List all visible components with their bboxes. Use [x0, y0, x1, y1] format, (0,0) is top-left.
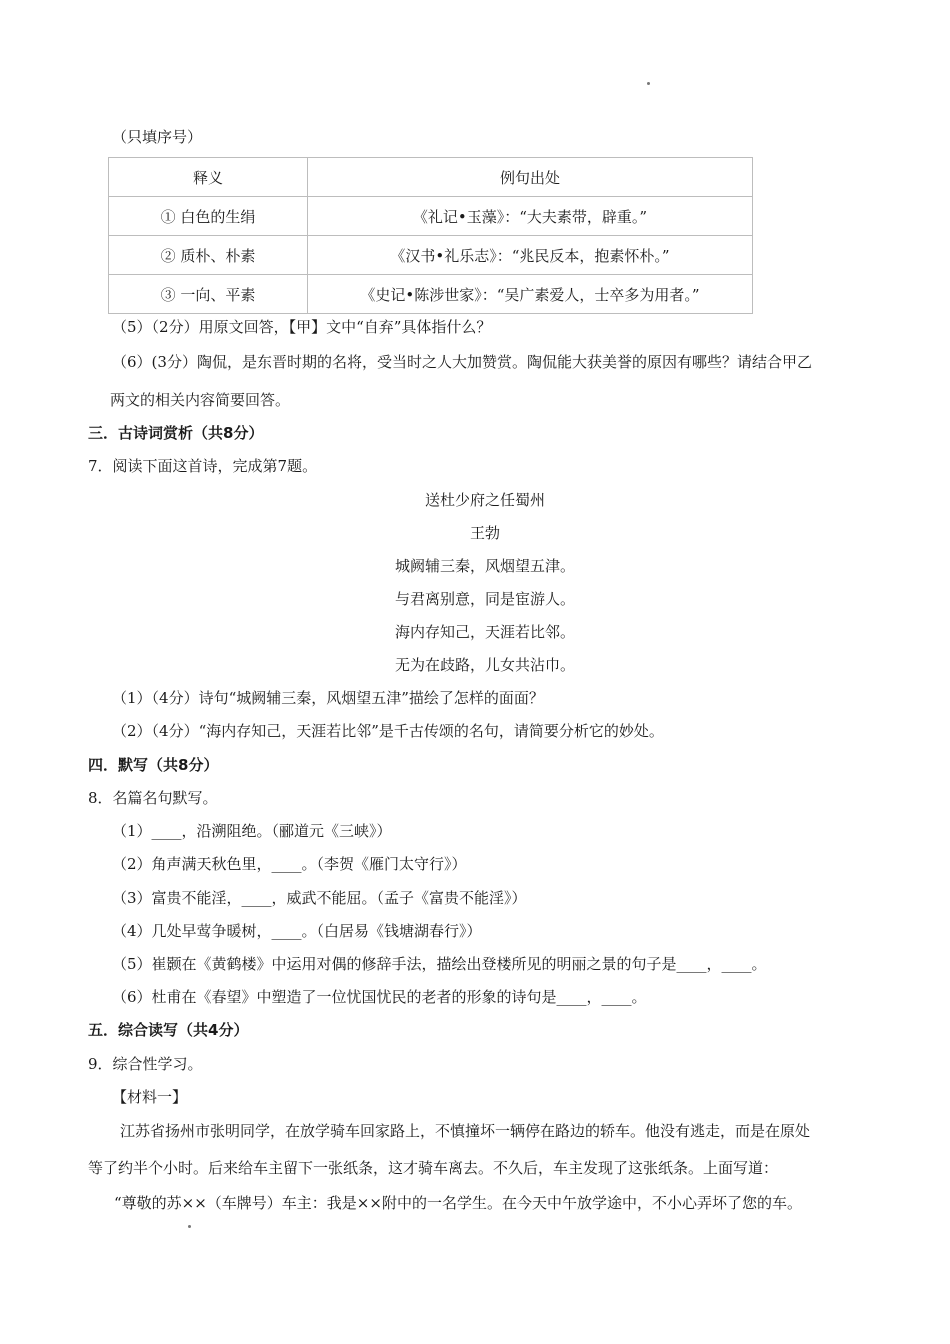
recitation-item: （5）崔颢在《黄鹤楼》中运用对偶的修辞手法，描绘出登楼所见的明丽之景的句子是____，____。: [112, 955, 767, 973]
question-5: （5）（2分）用原文回答，【甲】文中“自弃”具体指什么？: [112, 318, 492, 336]
section-4-heading: 四．默写（共8分）: [88, 756, 219, 774]
table-cell-source: 《史记•陈涉世家》：“吴广素爱人，士卒多为用者。”: [308, 275, 753, 314]
question-7-1: （1）（4分）诗句“城阙辅三秦，风烟望五津”描绘了怎样的面面？: [112, 689, 544, 707]
poem-line: 无为在歧路，儿女共沾巾。: [394, 656, 575, 674]
table-cell-meaning: ① 白色的生绢: [109, 197, 308, 236]
recitation-item: （6）杜甫在《春望》中塑造了一位忧国忧民的老者的形象的诗句是____，____。: [112, 988, 647, 1006]
scan-dot: [188, 1225, 191, 1228]
poem-line: 海内存知己，天涯若比邻。: [394, 623, 575, 641]
question-7-2: （2）（4分）“海内存知己，天涯若比邻”是千古传颂的名句，请简要分析它的妙处。: [112, 722, 664, 740]
question-6-cont: 两文的相关内容简要回答。: [110, 391, 291, 409]
definition-table: [108, 157, 753, 314]
recitation-item: （1）____，沿溯阻绝。（郦道元《三峡》）: [112, 822, 392, 840]
recitation-item: （2）角声满天秋色里，____。（李贺《雁门太守行》）: [112, 855, 467, 873]
table-row: [109, 275, 753, 314]
poem-title: 送杜少府之任蜀州: [424, 491, 545, 509]
table-header-row: [109, 158, 753, 197]
question-7: 7．阅读下面这首诗，完成第7题。: [88, 457, 318, 475]
table-header-source: 例句出处: [308, 158, 753, 197]
poem-line: 与君离别意，同是宦游人。: [394, 590, 575, 608]
table-cell-source: 《汉书•礼乐志》：“兆民反本，抱素怀朴。”: [308, 236, 753, 275]
recitation-item: （4）几处早莺争暖树，____。（白居易《钱塘湖春行》）: [112, 922, 482, 940]
material-text: 江苏省扬州市张明同学，在放学骑车回家路上，不慎撞坏一辆停在路边的轿车。他没有逃走，而是在原处: [120, 1122, 811, 1140]
material-text: 等了约半个小时。后来给车主留下一张纸条，这才骑车离去。不久后，车主发现了这张纸条。上面写道：: [88, 1159, 779, 1177]
material-label: 【材料一】: [112, 1088, 188, 1106]
fill-hint: （只填序号）: [112, 128, 203, 146]
poem-author: 王勃: [469, 524, 500, 542]
scan-dot: [647, 82, 650, 85]
table-header-meaning: 释义: [109, 158, 308, 197]
table-cell-meaning: ③ 一向、平素: [109, 275, 308, 314]
table-cell-meaning: ② 质朴、朴素: [109, 236, 308, 275]
poem-line: 城阙辅三秦，风烟望五津。: [394, 557, 575, 575]
section-3-heading: 三．古诗词赏析（共8分）: [88, 424, 264, 442]
table-cell-source: 《礼记•玉藻》：“大夫素带，辟重。”: [308, 197, 753, 236]
question-8: 8．名篇名句默写。: [88, 789, 218, 807]
question-9: 9．综合性学习。: [88, 1055, 203, 1073]
table-row: [109, 236, 753, 275]
question-6: （6）(3分）陶侃，是东晋时期的名将，受当时之人大加赞赏。陶侃能大获美誉的原因有哪些？请结合甲乙: [112, 353, 812, 371]
table-row: [109, 197, 753, 236]
section-5-heading: 五．综合读写（共4分）: [88, 1021, 249, 1039]
material-text: “尊敬的苏××（车牌号）车主：我是××附中的一名学生。在今天中午放学途中，不小心弄坏了您的车。: [114, 1194, 802, 1212]
recitation-item: （3）富贵不能淫，____，威武不能屈。（孟子《富贵不能淫》）: [112, 889, 527, 907]
